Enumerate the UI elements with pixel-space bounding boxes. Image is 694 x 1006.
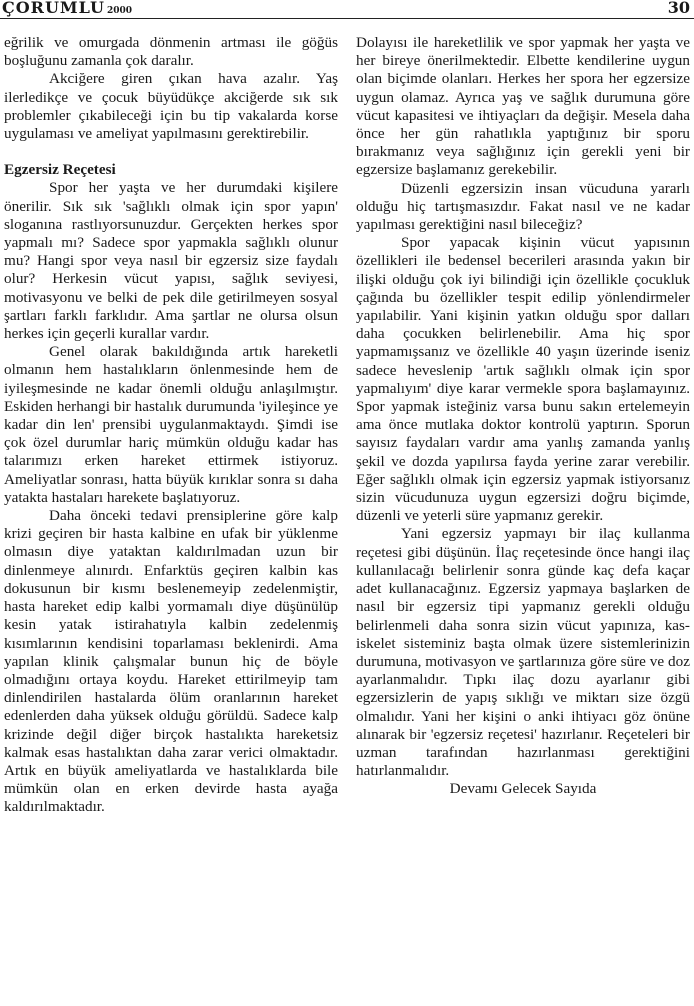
paragraph: Daha önceki tedavi prensiplerine göre kalp krizi geçiren bir hasta kalbine en ufak bir yüklenme olmasın diye yataktan kaldırılmadan uzun bir dinlenmeye alınırdı. Enfarktüs geçiren kalbin kas dokusunun bir kısmı beslenemeyip zedelenmiştir, hasta hareket edip kalbi yormamalı diye düşünülüp kesin yatak istirahatıyla kalbin zedelenmiş kısımlarının kendisini toparlaması beklenirdi. Ama yapılan klinik çalışmalar bunun hiç de böyle olmadığını ortaya koydu. Hareket ettirilmeyip tam dinlendirilen hastalarda ölüm oranlarının hareket edenlerden daha yüksek olduğu görüldü. Sadece kalp krizinde değil diğer birçok hastalıkta hareketsiz kalmak esas hastalıktan daha zarar verici olmaktadır. Artık en büyük ameliyatlarda ve hastalıklarda bile mümkün olan en erken devirde hasta ayağa kaldırılmaktadır. xyxy=(4,507,338,816)
paragraph: Düzenli egzersizin insan vücuduna yararlı olduğu hiç tartışmasızdır. Fakat nasıl ve ne kadar yapılması gerektiğini nasıl bileceğiz? xyxy=(356,179,690,234)
paragraph: Spor yapacak kişinin vücut yapısının özellikleri ile bedensel becerileri arasında yakın bir ilişki olduğu çok iyi bilindiği için özellikle çocukluk çağında bu özellikler tespit edilip yönlendirmeler yapılabilir. Yani kişinin yatkın olduğu spor dalları daha çocukken belirlenebilir. Ama hiç spor yapmamışsanız ve özellikle 40 yaşın üzerinde iseniz sadece heveslenip 'artık sağlıklı olmak için spor yapmalıyım' diye karar vermekle spora başlamayınız. Spor yapmak isteğiniz varsa bunu sakın ertelemeyin ama önce mutlaka doktor kontrolü yaptırın. Sporun sayısız faydaları vardır ama yanlış zamanda yanlış şekil ve dozda yapılırsa fayda yerine zarar verebilir. Eğer sağlıklı olmak için egzersiz yapmak istiyorsanız sizin vücudunuza uygun egzersizi doğru biçimde, düzenli ve yeterli süre yapmanız gerekir. xyxy=(356,234,690,525)
spacer xyxy=(4,143,338,161)
right-column xyxy=(356,34,690,1004)
paragraph: Yani egzersiz yapmayı bir ilaç kullanma reçetesi gibi düşünün. İlaç reçetesinde önce hangi ilaç kullanılacağı belirlenir sonra günde kaç defa kaçar adet kullanacağınız. Egzersiz yapmaya başlarken de nasıl bir egzersiz tipi yapmanız gerekli olduğu belirlenmeli daha sonra sizin vücut yapınıza, kas-iskelet sisteminiz başta olmak üzere sistemlerinizin durumuna, motivasyon ve şartlarınıza göre süre ve doz ayarlanmalıdır. Tıpkı ilaç dozu ayarlanır gibi egzersizlerin de yapış sıklığı ve miktarı size özgü olmalıdır. Yani her kişini o anki ihtiyacı göz önüne alınarak bir 'egzersiz reçetesi' hazırlanır. Reçeteleri bir uzman tarafından hazırlanması gerektiğini hatırlanmalıdır. xyxy=(356,525,690,780)
page-header xyxy=(0,0,694,19)
magazine-title: ÇORUMLU xyxy=(2,0,105,17)
paragraph: eğrilik ve omurgada dönmenin artması ile göğüs boşluğunu zamanla çok daralır. xyxy=(4,34,338,70)
paragraph: Spor her yaşta ve her durumdaki kişilere önerilir. Sık sık 'sağlıklı olmak için spor yapın' sloganına rastlıyorsunuzdur. Gerçekten herkes spor yapmalı mı? Sadece spor yapmakla sağlıklı olunur mu? Hangi spor veya nasıl bir egzersiz size faydalı olur? Herkesin vücut yapısı, sağlık seviyesi, motivasyonu ve belki de pek dile getirilmeyen sosyal şartları farklı farklıdır. Ama şartlar ne olursa olsun herkes için geçerli kurallar vardır. xyxy=(4,179,338,343)
page-number: 30 xyxy=(667,0,690,17)
magazine-logo xyxy=(2,0,132,17)
paragraph: Akciğere giren çıkan hava azalır. Yaş ilerledikçe ve çocuk büyüdükçe akciğerde sık sık problemler çıkabileceği için bu tip vakalarda korse uygulaması ve ameliyat yapılmasını gerektirebilir. xyxy=(4,70,338,143)
continued-note: Devamı Gelecek Sayıda xyxy=(449,780,597,798)
section-heading: Egzersiz Reçetesi xyxy=(4,161,116,179)
magazine-year: 2000 xyxy=(106,6,133,16)
paragraph: Genel olarak bakıldığında artık hareketli olmanın hem hastalıkların önlenmesinde hem de iyileşmesinde ne kadar önemli olduğu anlaşılmıştır. Eskiden herhangi bir hastalık durumunda 'iyileşince ye kadar din len' prensibi uygulanmaktaydı. Şimdi ise çok özel durumlar hariç mümkün olduğu kadar has talarımızı erken hareket ettirmek istiyoruz. Ameliyatlar sonrası, hatta büyük kırıklar sonra sı daha yatakta hastaları harekete başlatıyoruz. xyxy=(4,343,338,506)
left-column xyxy=(4,34,338,1004)
paragraph: Dolayısı ile hareketlilik ve spor yapmak her yaşta ve her bireye önerilmektedir. Elbette kendilerine uygun olan biçimde olanları. Herkes her spora her egzersize uygun olamaz. Ayrıca yaş ve sağlık durumuna göre vücut kapasitesi ve ihtiyaçları da değişir. Mesela daha önce her gün rahatlıkla yaptığınız bir sporu bırakmanız veya sağlığınız için gerekli yeni bir egzersize başlamanız gerekebilir. xyxy=(356,34,690,179)
